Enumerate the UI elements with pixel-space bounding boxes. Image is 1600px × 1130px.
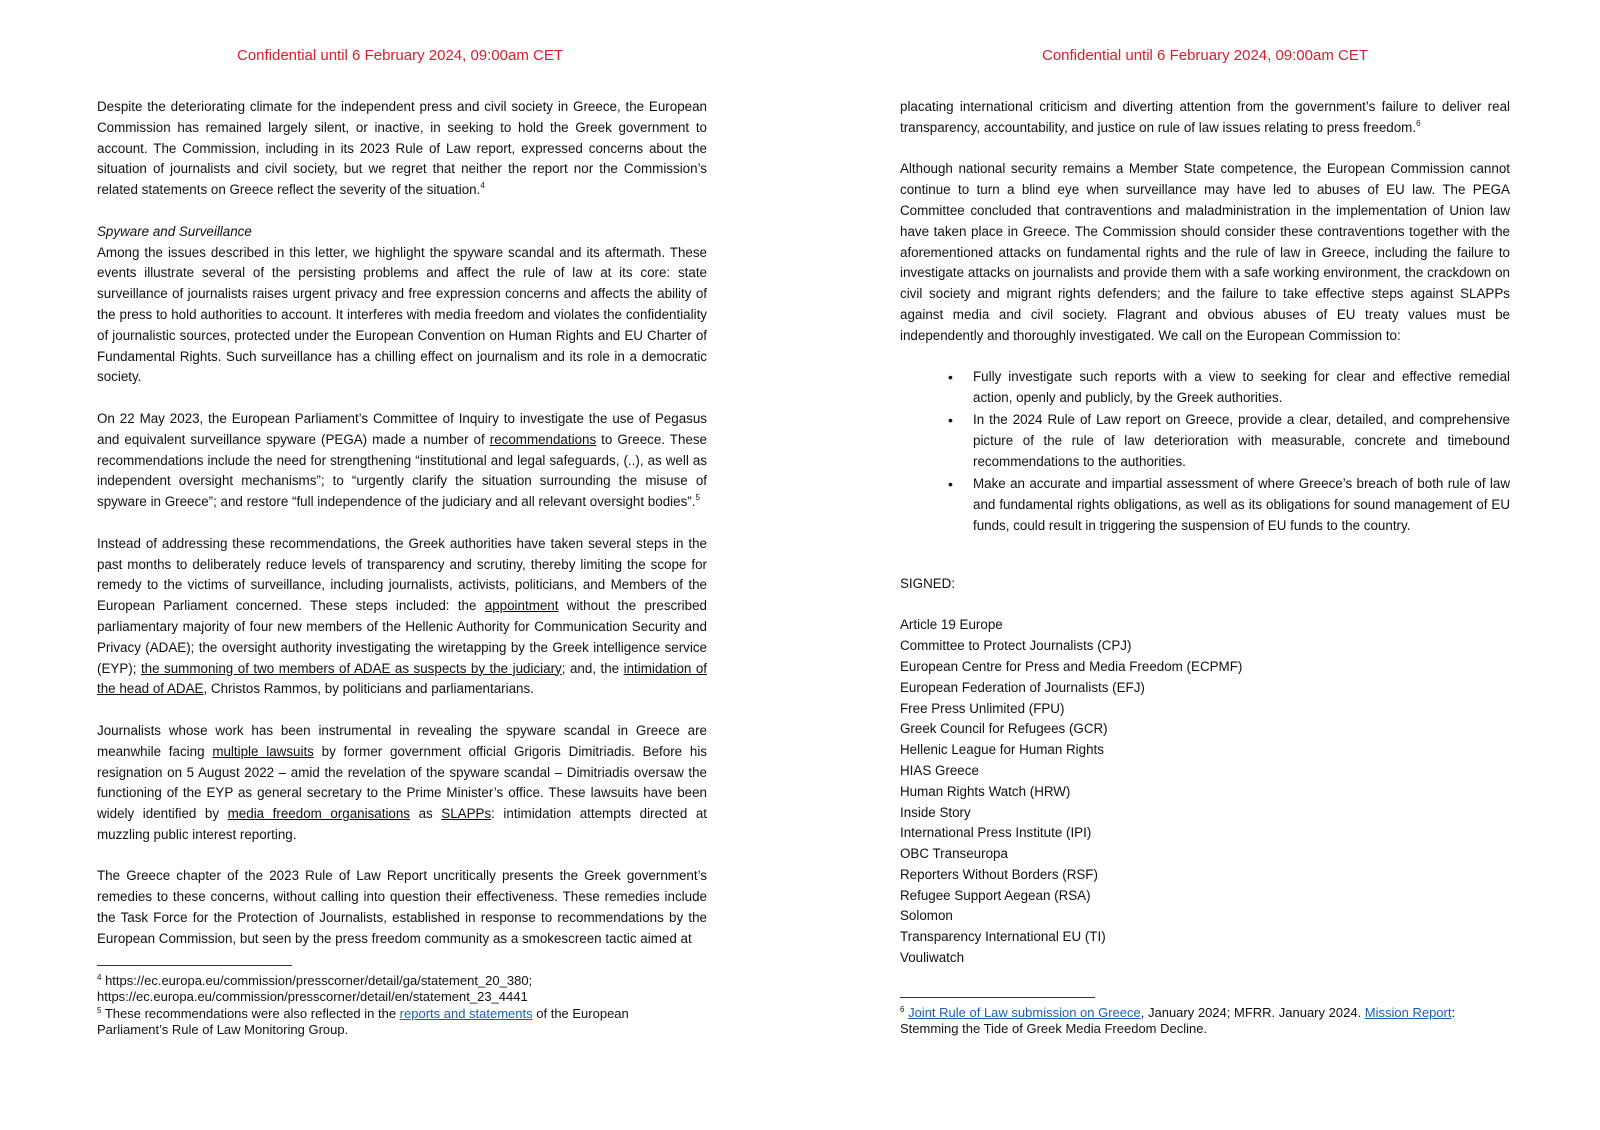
paragraph-text: to Greece. These recommendations include the need for strengthening “institutional and legal safeguards, (..), as well as independent oversight mechanisms”; to “urgently clarify the situation surrounding the misuse of spyware in Greece”; and restore “full independence of the judiciary and all relevant oversight bodies”. [97, 431, 707, 510]
footnotes-left [97, 973, 717, 1038]
appointment-link[interactable]: appointment [484, 598, 559, 614]
confidential-header: Confidential until 6 February 2024, 09:00am CET [236, 47, 563, 64]
footnote-6-line2: Stemming the Tide of Greek Media Freedom Decline. [900, 1021, 1208, 1037]
list-item: • Fully investigate such reports with a view to seeking for clear and effective remedial action, openly and publicly, by the Greek authorities. [973, 367, 1510, 409]
list-item: Greek Council for Refugees (GCR) [900, 721, 1108, 737]
footnote-4 [97, 973, 717, 989]
footnote-5 [97, 1006, 717, 1022]
paragraph-text: Instead of addressing these recommendations, the Greek authorities have taken several steps in the past months to deliberately reduce levels of transparency and scrutiny, thereby limiting the scope for remedy to the victims of surveillance, including journalists, activists, politicians, and Members of the European Parliament concerned. These steps included: the [97, 535, 707, 614]
paragraph-text: without the prescribed parliamentary majority of four new members of the Hellenic Authority for Communication Security and Privacy (ADAE); the oversight authority investigating the wiretapping by the Greek intelligence service (EYP); [97, 598, 707, 676]
slapps-link[interactable]: SLAPPs [441, 806, 492, 822]
paragraph-text: : intimidation attempts directed at muzzling public interest reporting. [97, 806, 708, 842]
list-item: Free Press Unlimited (FPU) [900, 700, 1065, 716]
footnote-number: 4 [97, 973, 102, 982]
paragraph-text: On 22 May 2023, the European Parliament’s Committee of Inquiry to investigate the use of Pegasus and equivalent surveillance spyware (PEGA) made a number of [97, 410, 707, 447]
list-item: Transparency International EU (TI) [900, 929, 1106, 945]
paragraph [97, 534, 707, 700]
paragraph-text: , Christos Rammos, by politicians and parliamentarians. [203, 681, 534, 697]
list-item: European Federation of Journalists (EFJ) [900, 679, 1145, 695]
media-freedom-orgs-link[interactable]: media freedom organisations [227, 806, 411, 822]
paragraph [97, 409, 707, 513]
footnote-6 [900, 1005, 1520, 1021]
footnote-4-line2: https://ec.europa.eu/commission/presscorner/detail/en/statement_23_4441 [97, 989, 528, 1005]
list-item: Committee to Protect Journalists (CPJ) [900, 638, 1132, 654]
footnote-ref: 6 [1416, 118, 1421, 128]
footnote-divider [900, 997, 1095, 998]
signed-label: SIGNED: [900, 575, 956, 591]
footnote-number: 5 [97, 1005, 102, 1015]
reports-statements-link[interactable]: reports and statements [399, 1005, 533, 1021]
subheading: Spyware and Surveillance [97, 223, 252, 239]
paragraph-text: placating international criticism and diverting attention from the government’s failure to deliver real transparency, accountability, and justice on rule of law issues relating to press freedom. [900, 99, 1510, 135]
paragraph-text: as [410, 806, 442, 822]
list-item: Article 19 Europe [900, 617, 1003, 633]
list-item: • Make an accurate and impartial assessment of where Greece’s breach of both rule of law and fundamental rights obligations, as well as its obligations for sound management of EU funds, could result in triggering the suspension of EU funds to the country. [973, 474, 1510, 536]
summoning-link[interactable]: the summoning of two members of ADAE as suspects by the judiciary [140, 660, 562, 676]
list-item: Inside Story [900, 804, 971, 820]
paragraph: Among the issues described in this letter, we highlight the spyware scandal and its aftermath. These events illustrate several of the persisting problems and affect the rule of law at its core: state surveillance of journalists raises urgent privacy and free expression concerns and affects the ability of the press to hold authorities to account. It interferes with media freedom and violates the confidentiality of journalistic sources, protected under the European Convention on Human Rights and EU Charter of Fundamental Rights. Such surveillance has a chilling effect on journalism and its role in a democratic society. [97, 244, 707, 385]
paragraph-text: Journalists whose work has been instrumental in revealing the spyware scandal in Greece are meanwhile facing [97, 722, 707, 759]
paragraph [97, 97, 707, 201]
footnote-ref: 5 [695, 493, 700, 503]
list-item: OBC Transeuropa [900, 846, 1008, 862]
joint-submission-link[interactable]: Joint Rule of Law submission on Greece [908, 1005, 1141, 1020]
list-item: European Centre for Press and Media Freedom (ECPMF) [900, 658, 1243, 674]
right-body [900, 97, 1510, 969]
lawsuits-link[interactable]: multiple lawsuits [212, 743, 314, 759]
signatory-list [900, 615, 1510, 969]
footnotes-right [900, 1005, 1520, 1038]
page-right [805, 0, 1600, 1130]
paragraph: The Greece chapter of the 2023 Rule of Law Report uncritically presents the Greek government’s remedies to these concerns, without calling into question their effectiveness. These remedies include the Task Force for the Protection of Journalists, established in response to recommendations by the European Commission, but seen by the press freedom community as a smokescreen tactic aimed at [97, 868, 707, 946]
list-item: HIAS Greece [900, 762, 979, 778]
list-item: Hellenic League for Human Rights [900, 742, 1104, 758]
paragraph [900, 97, 1510, 139]
paragraph: Although national security remains a Member State competence, the European Commission cannot continue to turn a blind eye when surveillance may have led to abuses of EU law. The PEGA Committee concluded that contraventions and maladministration in the implementation of Union law have taken place in Greece. The Commission should consider these contraventions together with the aforementioned attacks on fundamental rights and the rule of law in Greece, including the failure to investigate attacks on journalists and provide them with a safe working environment, the crackdown on civil society and migrant rights defenders; and the failure to take effective steps against SLAPPs against media and civil society. Flagrant and obvious abuses of EU treaty values must be independently and thoroughly investigated. We call on the European Commission to: [900, 161, 1510, 343]
recommendations-link[interactable]: recommendations [489, 431, 597, 447]
intimidation-link[interactable]: intimidation of the head of ADAE [97, 660, 707, 697]
footnote-ref: 4 [480, 181, 485, 191]
list-item: Human Rights Watch (HRW) [900, 783, 1071, 799]
footnote-text: , January 2024; MFRR. January 2024. [1140, 1005, 1365, 1020]
confidential-header: Confidential until 6 February 2024, 09:00am CET [1041, 47, 1368, 64]
list-item: Refugee Support Aegean (RSA) [900, 887, 1091, 903]
paragraph-text: Despite the deteriorating climate for the independent press and civil society in Greece, the European Commission has remained largely silent, or inactive, in seeking to hold the Greek government to account. The Commission, including in its 2023 Rule of Law report, expressed concerns about the situation of journalists and civil society, but we regret that neither the report nor the Commission’s related statements on Greece reflect the severity of the situation. [97, 99, 707, 198]
list-item: Vouliwatch [900, 950, 965, 966]
footnote-number: 6 [900, 1005, 905, 1014]
left-body [97, 97, 707, 950]
list-item: Solomon [900, 908, 953, 924]
list-item: International Press Institute (IPI) [900, 825, 1092, 841]
list-item: Reporters Without Borders (RSF) [900, 866, 1098, 882]
footnote-5-line2: Parliament’s Rule of Law Monitoring Group. [97, 1021, 349, 1037]
paragraph [97, 721, 707, 846]
footnote-text: : [1451, 1005, 1456, 1020]
recommendation-list [900, 367, 1510, 536]
footnote-text: https://ec.europa.eu/commission/presscorner/detail/ga/statement_20_380; [105, 973, 533, 988]
mission-report-link[interactable]: Mission Report [1364, 1005, 1452, 1020]
footnote-text: of the European [532, 1005, 629, 1021]
paragraph-text: by former government official Grigoris Dimitriadis. Before his resignation on 5 August 2022 – amid the revelation of the spyware scandal – Dimitriadis oversaw the functioning of the EYP as general secretary to the Prime Minister’s office. These lawsuits have been widely identified by [97, 743, 707, 822]
paragraph-text: ; and, the [561, 660, 624, 676]
footnote-divider [97, 965, 292, 966]
list-item: • In the 2024 Rule of Law report on Greece, provide a clear, detailed, and comprehensive picture of the rule of law deterioration with measurable, concrete and timebound recommendations to the authorities. [973, 410, 1510, 472]
footnote-text: These recommendations were also reflected in the [104, 1005, 400, 1021]
